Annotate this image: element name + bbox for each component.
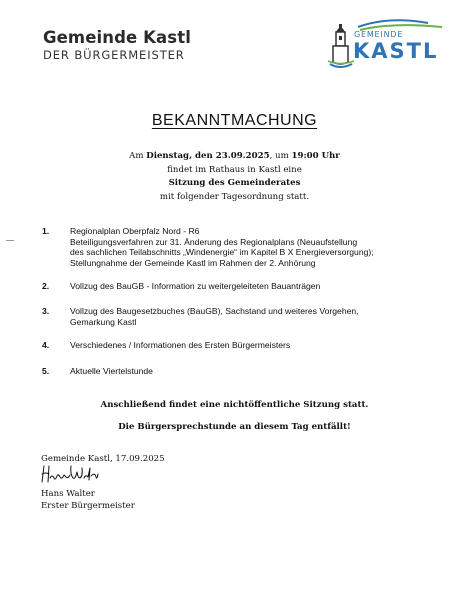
signer-block	[41, 488, 135, 512]
signer-name: Hans Walter	[41, 489, 95, 499]
header-subtitle: DER BÜRGERMEISTER	[43, 48, 185, 62]
meeting-date: Dienstag, den 23.09.2025	[146, 151, 270, 161]
handwritten-signature	[40, 462, 100, 486]
closed-session-note: Anschließend findet eine nichtöffentliche Sitzung statt.	[100, 400, 369, 410]
meeting-intro	[0, 150, 469, 204]
meeting-time: 19:00 Uhr	[291, 151, 340, 161]
agenda-text: Verschiedenes / Informationen des Ersten Bürgermeisters	[70, 340, 291, 350]
intro-line-1: Am Dienstag, den 23.09.2025, um 19:00 Uhr	[129, 151, 340, 161]
logo-small-text: GEMEINDE	[354, 30, 404, 39]
office-hours-note: Die Bürgersprechstunde an diesem Tag entfällt!	[118, 422, 351, 432]
municipality-logo	[318, 14, 448, 76]
agenda-text: Vollzug des Baugesetzbuches (BauGB), Sachstand und weiteres Vorgehen, Gemarkung Kastl	[70, 306, 359, 327]
header-title: Gemeinde Kastl	[43, 28, 191, 47]
logo-big-text: KASTL	[353, 39, 439, 63]
agenda-number: 4.	[42, 340, 50, 350]
place-date: Gemeinde Kastl, 17.09.2025	[41, 454, 165, 464]
document-heading: BEKANNTMACHUNG	[151, 112, 318, 129]
signer-role: Erster Bürgermeister	[41, 501, 135, 511]
agenda-number: 3.	[42, 306, 50, 316]
agenda-text: Regionalplan Oberpfalz Nord - R6 Beteiligungsverfahren zur 31. Änderung des Regionalplans (Neuaufstellung des sachlichen Teilabschnitts „Windenergie“ im Kapitel B X Energieversorgung); Stellungnahme der Gemeinde Kastl im Rahmen der 2. Anhörung	[70, 226, 374, 268]
agenda-text: Vollzug des BauGB - Information zu weitergeleiteten Bauanträgen	[70, 281, 321, 291]
header-block	[43, 28, 191, 62]
agenda-number: 2.	[42, 281, 50, 291]
fold-mark	[6, 240, 14, 241]
intro-line-2: findet im Rathaus in Kastl eine	[167, 164, 302, 175]
intro-line-4: mit folgender Tagesordnung statt.	[159, 191, 310, 202]
agenda-number: 1.	[42, 226, 50, 236]
agenda-text: Aktuelle Viertelstunde	[70, 366, 153, 376]
intro-line-3: Sitzung des Gemeinderates	[168, 178, 301, 188]
agenda-number: 5.	[42, 366, 50, 376]
